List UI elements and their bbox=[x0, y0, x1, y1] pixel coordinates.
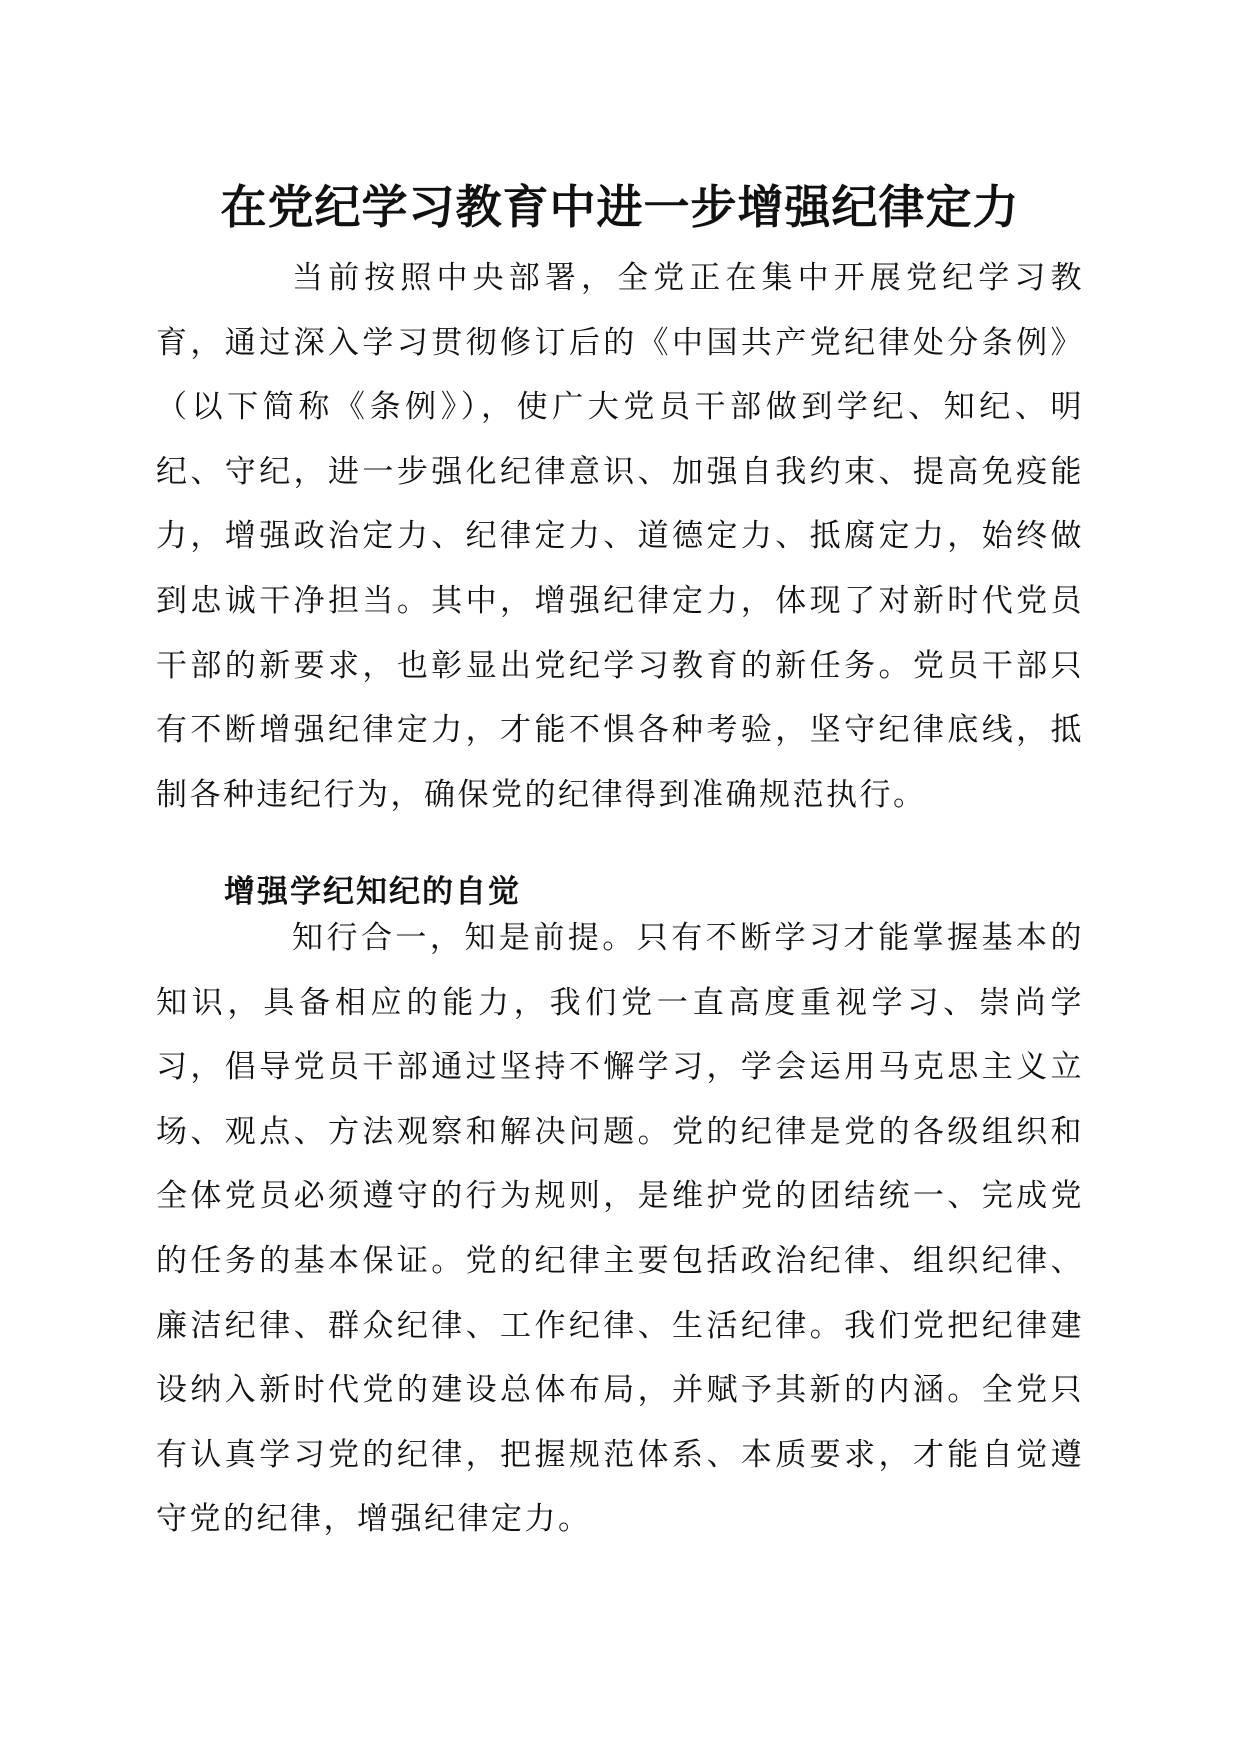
document-title: 在党纪学习教育中进一步增强纪律定力 bbox=[220, 180, 1020, 234]
section-heading: 增强学纪知纪的自觉 bbox=[224, 874, 521, 910]
intro-paragraph: 当前按照中央部署，全党正在集中开展党纪学习教育，通过深入学习贯彻修订后的《中国共产党纪律处分条例》（以下简称《条例》），使广大党员干部做到学纪、知纪、明纪、守纪，进一步强化纪律意识、加强自我约束、提高免疫能力，增强政治定力、纪律定力、道德定力、抵腐定力，始终做到忠诚干净担当。其中，增强纪律定力，体现了对新时代党员干部的新要求，也彰显出党纪学习教育的新任务。党员干部只有不断增强纪律定力，才能不惧各种考验，坚守纪律底线，抵制各种违纪行为，确保党的纪律得到准确规范执行。 bbox=[156, 260, 1084, 813]
section-paragraph: 知行合一，知是前提。只有不断学习才能掌握基本的知识，具备相应的能力，我们党一直高度重视学习、崇尚学习，倡导党员干部通过坚持不懈学习，学会运用马克思主义立场、观点、方法观察和解决问题。党的纪律是党的各级组织和全体党员必须遵守的行为规则，是维护党的团结统一、完成党的任务的基本保证。党的纪律主要包括政治纪律、组织纪律、廉洁纪律、群众纪律、工作纪律、生活纪律。我们党把纪律建设纳入新时代党的建设总体布局，并赋予其新的内涵。全党只有认真学习党的纪律，把握规范体系、本质要求，才能自觉遵守党的纪律，增强纪律定力。 bbox=[156, 920, 1084, 1538]
